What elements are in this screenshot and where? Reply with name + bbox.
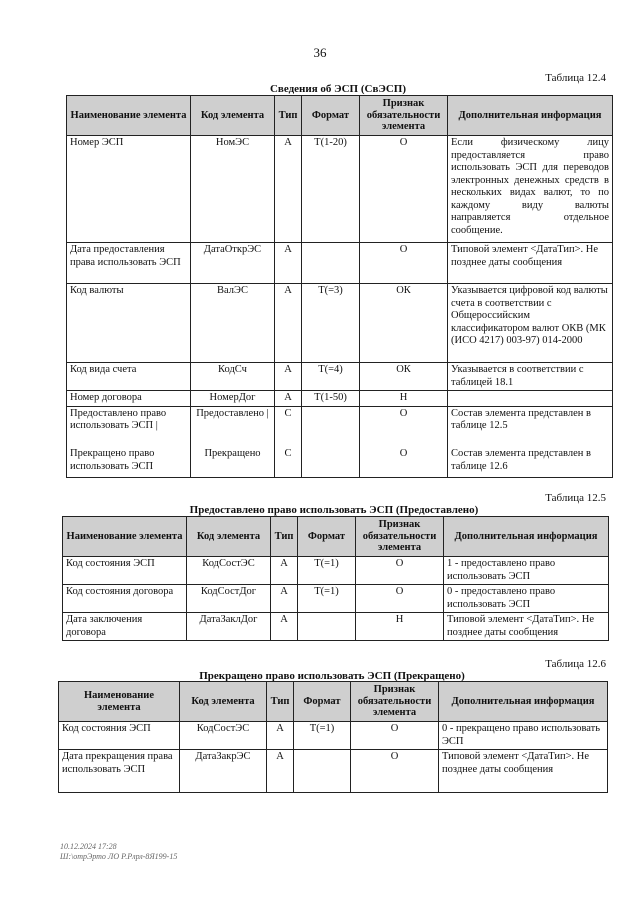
table-header-row	[63, 517, 609, 557]
table-header-row	[59, 682, 608, 722]
cell-required: О	[351, 750, 439, 793]
cell-required: О	[360, 406, 448, 447]
header-format: Формат	[302, 96, 360, 136]
header-format: Формат	[294, 682, 351, 722]
cell-required: Н	[360, 391, 448, 407]
cell-type: А	[271, 585, 298, 613]
cell-format	[302, 447, 360, 477]
table-title: Сведения об ЭСП (СвЭСП)	[269, 83, 407, 95]
cell-type: А	[275, 284, 302, 363]
table-header-row	[67, 96, 613, 136]
cell-name: Код состояния ЭСП	[63, 557, 187, 585]
cell-format: T(=1)	[298, 585, 356, 613]
header-info: Дополнительная информация	[444, 517, 609, 557]
cell-type: С	[275, 447, 302, 477]
cell-code: ДатаЗакрЭС	[180, 750, 267, 793]
cell-format: T(1-20)	[302, 136, 360, 243]
cell-required: О	[360, 243, 448, 284]
cell-required: О	[356, 557, 444, 585]
table-12-6	[58, 681, 608, 793]
cell-format	[302, 243, 360, 284]
cell-type: А	[275, 391, 302, 407]
cell-type: А	[275, 363, 302, 391]
cell-format: T(1-50)	[302, 391, 360, 407]
cell-code: Прекращено	[191, 447, 275, 477]
cell-format	[294, 750, 351, 793]
cell-code: КодСостЭС	[180, 722, 267, 750]
cell-info: Указывается цифровой код валюты счета в соответствии с Общероссийским классификатором валют ОКВ (МК (ИСО 4217) 003-97) 014-2000	[448, 284, 613, 363]
cell-name: Код вида счета	[67, 363, 191, 391]
header-format: Формат	[298, 517, 356, 557]
header-type: Тип	[267, 682, 294, 722]
cell-name: Номер договора	[67, 391, 191, 407]
cell-code: НомЭС	[191, 136, 275, 243]
header-code: Код элемента	[191, 96, 275, 136]
cell-format: T(=3)	[302, 284, 360, 363]
cell-name: Код состояния ЭСП	[59, 722, 180, 750]
page-number: 36	[313, 45, 327, 60]
table-row	[67, 447, 613, 477]
table-row	[67, 136, 613, 243]
table-row	[59, 750, 608, 793]
cell-code: Предоставлено |	[191, 406, 275, 447]
cell-info: Если физическому лицу предоставляется право использовать ЭСП для переводов электронных денежных средств в нескольких видах валют, то по каждому виду валюты направляется отдельное сообщение.	[448, 136, 613, 243]
cell-info: Состав элемента представлен в таблице 12.6	[448, 447, 613, 477]
cell-info: Типовой элемент <ДатаТип>. Не позднее даты сообщения	[448, 243, 613, 284]
cell-info: 1 - предоставлено право использовать ЭСП	[444, 557, 609, 585]
table-12-5	[62, 516, 609, 641]
header-info: Дополнительная информация	[448, 96, 613, 136]
cell-code: ДатаЗаклДог	[187, 613, 271, 641]
header-info: Дополнительная информация	[439, 682, 608, 722]
cell-type: А	[267, 722, 294, 750]
cell-code: КодСостЭС	[187, 557, 271, 585]
header-type: Тип	[275, 96, 302, 136]
cell-info	[448, 391, 613, 407]
header-required: Признак обязательности элемента	[356, 517, 444, 557]
table-caption: Таблица 12.5	[545, 492, 606, 504]
cell-code: ДатаОткрЭС	[191, 243, 275, 284]
header-name: Наименование элемента	[67, 96, 191, 136]
table-caption: Таблица 12.4	[545, 72, 606, 84]
cell-name: Дата заключения договора	[63, 613, 187, 641]
cell-format: T(=4)	[302, 363, 360, 391]
cell-name: Номер ЭСП	[67, 136, 191, 243]
table-row	[63, 585, 609, 613]
header-required: Признак обязательности элемента	[360, 96, 448, 136]
table-row	[59, 722, 608, 750]
cell-required: О	[351, 722, 439, 750]
table-row	[67, 391, 613, 407]
cell-name: Предоставлено право использовать ЭСП |	[67, 406, 191, 447]
cell-type: А	[275, 136, 302, 243]
header-code: Код элемента	[180, 682, 267, 722]
cell-info: Указывается в соответствии с таблицей 18.1	[448, 363, 613, 391]
header-type: Тип	[271, 517, 298, 557]
table-row	[67, 406, 613, 447]
table-row	[67, 243, 613, 284]
cell-info: 0 - предоставлено право использовать ЭСП	[444, 585, 609, 613]
footer-date: 10.12.2024 17:28	[60, 842, 117, 851]
cell-name: Дата прекращения права использовать ЭСП	[59, 750, 180, 793]
header-code: Код элемента	[187, 517, 271, 557]
cell-format: T(=1)	[298, 557, 356, 585]
cell-type: А	[267, 750, 294, 793]
cell-type: А	[271, 557, 298, 585]
cell-name: Код состояния договора	[63, 585, 187, 613]
cell-required: ОК	[360, 363, 448, 391]
cell-format	[298, 613, 356, 641]
table-row	[63, 613, 609, 641]
cell-type: С	[275, 406, 302, 447]
cell-name: Код валюты	[67, 284, 191, 363]
cell-format	[302, 406, 360, 447]
table-row	[67, 363, 613, 391]
cell-type: А	[271, 613, 298, 641]
cell-required: О	[356, 585, 444, 613]
cell-code: КодСостДог	[187, 585, 271, 613]
table-row	[67, 284, 613, 363]
table-caption: Таблица 12.6	[545, 658, 606, 670]
table-title: Прекращено право использовать ЭСП (Прекращено)	[199, 670, 465, 682]
table-row	[63, 557, 609, 585]
cell-type: А	[275, 243, 302, 284]
cell-format: T(=1)	[294, 722, 351, 750]
cell-required: Н	[356, 613, 444, 641]
cell-code: НомерДог	[191, 391, 275, 407]
cell-info: Состав элемента представлен в таблице 12.5	[448, 406, 613, 447]
cell-name: Дата предоставления права использовать ЭСП	[67, 243, 191, 284]
footer-stamp	[60, 842, 177, 862]
table-12-4	[66, 95, 613, 478]
table-title: Предоставлено право использовать ЭСП (Предоставлено)	[189, 504, 479, 516]
cell-required: О	[360, 447, 448, 477]
cell-info: 0 - прекращено право использовать ЭСП	[439, 722, 608, 750]
footer-path: Ш:\отрЭрто ЛО Р.Рлрл-8Я199-15	[60, 852, 178, 861]
cell-required: О	[360, 136, 448, 243]
cell-code: ВалЭС	[191, 284, 275, 363]
cell-info: Типовой элемент <ДатаТип>. Не позднее даты сообщения	[444, 613, 609, 641]
header-name: Наименование элемента	[59, 682, 180, 722]
cell-code: КодСч	[191, 363, 275, 391]
header-required: Признак обязательности элемента	[351, 682, 439, 722]
header-name: Наименование элемента	[63, 517, 187, 557]
cell-name: Прекращено право использовать ЭСП	[67, 447, 191, 477]
cell-required: ОК	[360, 284, 448, 363]
cell-info: Типовой элемент <ДатаТип>. Не позднее даты сообщения	[439, 750, 608, 793]
